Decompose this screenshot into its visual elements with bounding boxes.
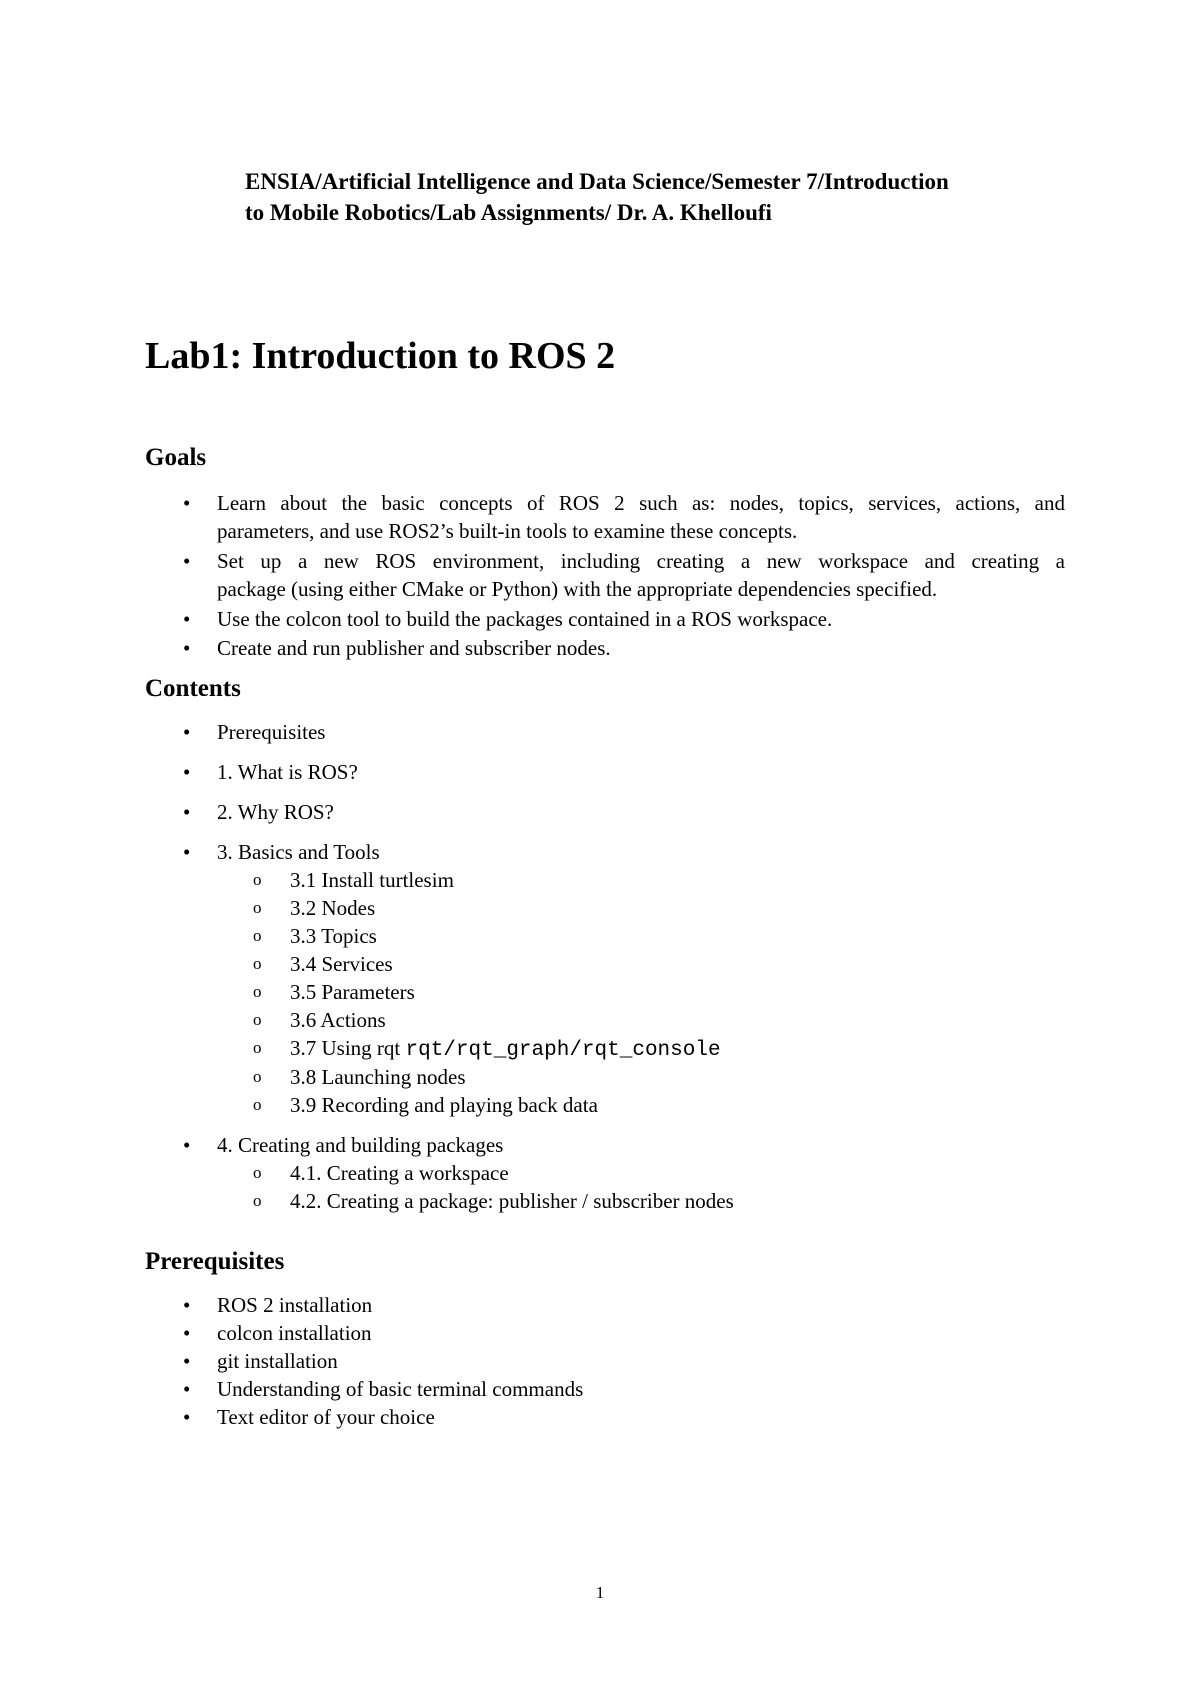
sub-bullet-icon: o — [253, 1010, 262, 1029]
contents-item-text: 2. Why ROS? — [217, 800, 334, 824]
bullet-icon: • — [183, 1321, 191, 1345]
contents-item-text: 1. What is ROS? — [217, 760, 358, 784]
sub-bullet-icon: o — [253, 1095, 262, 1114]
sub-bullet-icon: o — [253, 1038, 262, 1057]
rqt-command-code: rqt/rqt_graph/rqt_console — [405, 1039, 721, 1062]
goal-item-text: package (using either CMake or Python) with the appropriate dependencies specified. — [217, 577, 938, 601]
sub-bullet-icon: o — [253, 982, 262, 1001]
sub-bullet-icon: o — [253, 1191, 262, 1210]
prerequisite-item-text: Understanding of basic terminal commands — [217, 1377, 584, 1401]
prerequisites-heading: Prerequisites — [145, 1248, 285, 1275]
sub-bullet-icon: o — [253, 898, 262, 917]
bullet-icon: • — [183, 840, 191, 864]
contents-sub-item-text: 3.8 Launching nodes — [290, 1065, 466, 1089]
goal-item-text: Set up a new ROS environment, including creating a new workspace and creating a — [217, 549, 1065, 573]
contents-sub-item-text: 4.2. Creating a package: publisher / subscriber nodes — [290, 1189, 734, 1213]
contents-item-text: 4. Creating and building packages — [217, 1133, 504, 1157]
page-number: 1 — [595, 1583, 605, 1602]
goal-item-text: Use the colcon tool to build the packages contained in a ROS workspace. — [217, 607, 833, 631]
bullet-icon: • — [183, 720, 191, 744]
contents-item-text: 3. Basics and Tools — [217, 840, 380, 864]
sub-bullet-icon: o — [253, 870, 262, 889]
course-header-line-2: to Mobile Robotics/Lab Assignments/ Dr. A. Khelloufi — [245, 200, 772, 225]
bullet-icon: • — [183, 607, 191, 631]
goals-heading: Goals — [145, 444, 207, 471]
contents-sub-item-text: 4.1. Creating a workspace — [290, 1161, 509, 1185]
bullet-icon: • — [183, 1377, 191, 1401]
prerequisite-item-text: git installation — [217, 1349, 338, 1373]
bullet-icon: • — [183, 760, 191, 784]
goal-item-text: Create and run publisher and subscriber nodes. — [217, 636, 611, 660]
bullet-icon: • — [183, 1293, 191, 1317]
sub-bullet-icon: o — [253, 1067, 262, 1086]
sub-bullet-icon: o — [253, 1163, 262, 1182]
contents-sub-item-text — [290, 1034, 721, 1065]
contents-sub-item-text: 3.1 Install turtlesim — [290, 868, 454, 892]
bullet-icon: • — [183, 549, 191, 573]
contents-heading: Contents — [145, 675, 241, 702]
sub-bullet-icon: o — [253, 954, 262, 973]
course-header-line-1: ENSIA/Artificial Intelligence and Data Science/Semester 7/Introduction — [245, 169, 949, 194]
contents-sub-item-text: 3.3 Topics — [290, 924, 377, 948]
contents-sub-item-text: 3.2 Nodes — [290, 896, 376, 920]
bullet-icon: • — [183, 1349, 191, 1373]
bullet-icon: • — [183, 1133, 191, 1157]
contents-sub-item-text: 3.9 Recording and playing back data — [290, 1093, 598, 1117]
bullet-icon: • — [183, 1405, 191, 1429]
contents-sub-item-text: 3.4 Services — [290, 952, 393, 976]
goal-item-text: Learn about the basic concepts of ROS 2 such as: nodes, topics, services, actions, and — [217, 491, 1065, 515]
prerequisite-item-text: colcon installation — [217, 1321, 372, 1345]
contents-sub-item-label: 3.7 Using rqt — [290, 1036, 406, 1060]
page-title: Lab1: Introduction to ROS 2 — [145, 335, 616, 377]
sub-bullet-icon: o — [253, 926, 262, 945]
prerequisite-item-text: ROS 2 installation — [217, 1293, 373, 1317]
bullet-icon: • — [183, 491, 191, 515]
bullet-icon: • — [183, 800, 191, 824]
bullet-icon: • — [183, 636, 191, 660]
contents-item-text: Prerequisites — [217, 720, 326, 744]
goal-item-text: parameters, and use ROS2’s built-in tools to examine these concepts. — [217, 519, 798, 543]
contents-sub-item-text: 3.5 Parameters — [290, 980, 415, 1004]
prerequisite-item-text: Text editor of your choice — [217, 1405, 435, 1429]
contents-sub-item-text: 3.6 Actions — [290, 1008, 386, 1032]
